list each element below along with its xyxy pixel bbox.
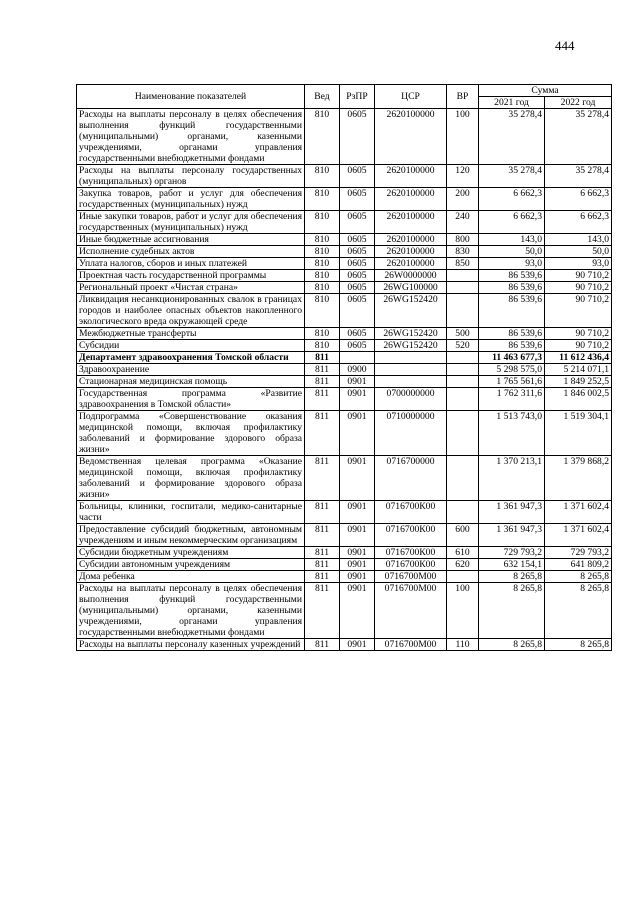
cell-2022: 1 371 602,4 — [545, 501, 612, 524]
cell-2021: 86 539,6 — [479, 328, 545, 340]
table-row — [77, 571, 612, 583]
cell-ved: 810 — [305, 282, 340, 294]
cell-rzpr: 0605 — [340, 340, 375, 352]
cell-name: Дома ребенка — [77, 571, 305, 583]
cell-rzpr: 0605 — [340, 188, 375, 211]
cell-2021: 1 361 947,3 — [479, 524, 545, 547]
table-row — [77, 188, 612, 211]
cell-csr: 26WG152420 — [375, 328, 447, 340]
header-ved: Вед — [305, 85, 340, 109]
cell-name: Департамент здравоохранения Томской области — [77, 352, 305, 364]
table-row — [77, 234, 612, 246]
cell-2021: 35 278,4 — [479, 165, 545, 188]
cell-2021: 143,0 — [479, 234, 545, 246]
header-name: Наименование показателей — [77, 85, 305, 109]
cell-csr: 2620100000 — [375, 211, 447, 234]
cell-vr — [447, 270, 479, 282]
cell-ved: 811 — [305, 547, 340, 559]
cell-vr: 620 — [447, 559, 479, 571]
cell-vr: 100 — [447, 109, 479, 165]
cell-name: Расходы на выплаты персоналу в целях обеспечения выполнения функций государственными (муниципальными) органами, казенными учреждениями, органами управления государственными внебюджетными фондами — [77, 583, 305, 639]
cell-2022: 35 278,4 — [545, 165, 612, 188]
cell-vr — [447, 411, 479, 456]
cell-vr: 610 — [447, 547, 479, 559]
cell-2022: 6 662,3 — [545, 188, 612, 211]
cell-2022: 641 809,2 — [545, 559, 612, 571]
cell-name: Исполнение судебных актов — [77, 246, 305, 258]
table-row — [77, 211, 612, 234]
cell-name: Иные бюджетные ассигнования — [77, 234, 305, 246]
header-2021: 2021 год — [479, 97, 545, 109]
cell-name: Субсидии бюджетным учреждениям — [77, 547, 305, 559]
cell-vr: 120 — [447, 165, 479, 188]
table-row — [77, 559, 612, 571]
cell-ved: 811 — [305, 364, 340, 376]
cell-2022: 8 265,8 — [545, 571, 612, 583]
table-row — [77, 411, 612, 456]
cell-2021: 11 463 677,3 — [479, 352, 545, 364]
cell-2022: 90 710,2 — [545, 282, 612, 294]
table-row — [77, 352, 612, 364]
cell-2021: 729 793,2 — [479, 547, 545, 559]
table-row — [77, 109, 612, 165]
cell-ved: 811 — [305, 524, 340, 547]
cell-2021: 5 298 575,0 — [479, 364, 545, 376]
cell-2021: 8 265,8 — [479, 639, 545, 651]
cell-csr: 0710000000 — [375, 411, 447, 456]
cell-name: Государственная программа «Развитие здравоохранения в Томской области» — [77, 388, 305, 411]
cell-ved: 811 — [305, 411, 340, 456]
cell-vr: 850 — [447, 258, 479, 270]
cell-2021: 93,0 — [479, 258, 545, 270]
table-body — [77, 109, 612, 651]
cell-name: Субсидии — [77, 340, 305, 352]
cell-rzpr: 0901 — [340, 547, 375, 559]
cell-rzpr: 0901 — [340, 376, 375, 388]
table-row — [77, 639, 612, 651]
cell-name: Расходы на выплаты персоналу казенных учреждений — [77, 639, 305, 651]
cell-csr: 2620100000 — [375, 246, 447, 258]
cell-rzpr: 0901 — [340, 524, 375, 547]
cell-2021: 1 513 743,0 — [479, 411, 545, 456]
cell-csr: 0700000000 — [375, 388, 447, 411]
table-row — [77, 246, 612, 258]
cell-ved: 810 — [305, 246, 340, 258]
cell-name: Здравоохранение — [77, 364, 305, 376]
cell-2021: 50,0 — [479, 246, 545, 258]
cell-2021: 8 265,8 — [479, 583, 545, 639]
cell-csr: 26WG152420 — [375, 294, 447, 328]
cell-csr: 0716700К00 — [375, 559, 447, 571]
cell-rzpr: 0605 — [340, 211, 375, 234]
cell-2022: 90 710,2 — [545, 294, 612, 328]
cell-2021: 86 539,6 — [479, 294, 545, 328]
cell-name: Ликвидация несанкционированных свалок в границах городов и наиболее опасных объектов накопленного экологического вреда окружающей среде — [77, 294, 305, 328]
cell-name: Межбюджетные трансферты — [77, 328, 305, 340]
header-sum: Сумма — [479, 85, 612, 97]
cell-csr: 0716700М00 — [375, 639, 447, 651]
cell-rzpr: 0605 — [340, 294, 375, 328]
table-row — [77, 501, 612, 524]
cell-rzpr: 0901 — [340, 559, 375, 571]
cell-csr: 26WG100000 — [375, 282, 447, 294]
table-row — [77, 376, 612, 388]
cell-vr: 110 — [447, 639, 479, 651]
cell-ved: 810 — [305, 294, 340, 328]
cell-vr: 830 — [447, 246, 479, 258]
cell-ved: 811 — [305, 571, 340, 583]
cell-vr — [447, 388, 479, 411]
cell-2022: 90 710,2 — [545, 328, 612, 340]
cell-csr: 2620100000 — [375, 109, 447, 165]
cell-2021: 1 765 561,6 — [479, 376, 545, 388]
cell-2021: 86 539,6 — [479, 340, 545, 352]
cell-vr — [447, 294, 479, 328]
page-number: 444 — [555, 38, 575, 53]
cell-name: Региональный проект «Чистая страна» — [77, 282, 305, 294]
cell-2022: 90 710,2 — [545, 270, 612, 282]
cell-2022: 1 849 252,5 — [545, 376, 612, 388]
cell-ved: 810 — [305, 258, 340, 270]
cell-rzpr: 0605 — [340, 165, 375, 188]
cell-ved: 810 — [305, 188, 340, 211]
cell-ved: 811 — [305, 501, 340, 524]
budget-table — [76, 84, 612, 651]
cell-2022: 8 265,8 — [545, 583, 612, 639]
cell-vr — [447, 282, 479, 294]
table-row — [77, 270, 612, 282]
cell-name: Уплата налогов, сборов и иных платежей — [77, 258, 305, 270]
table-row — [77, 294, 612, 328]
cell-name: Иные закупки товаров, работ и услуг для обеспечения государственных (муниципальных) нужд — [77, 211, 305, 234]
cell-2021: 6 662,3 — [479, 188, 545, 211]
cell-2021: 6 662,3 — [479, 211, 545, 234]
cell-csr: 2620100000 — [375, 188, 447, 211]
cell-vr: 800 — [447, 234, 479, 246]
cell-rzpr — [340, 352, 375, 364]
cell-ved: 810 — [305, 109, 340, 165]
cell-name: Закупка товаров, работ и услуг для обеспечения государственных (муниципальных) нужд — [77, 188, 305, 211]
cell-name: Предоставление субсидий бюджетным, автономным учреждениям и иным некоммерческим организациям — [77, 524, 305, 547]
cell-csr: 2620100000 — [375, 258, 447, 270]
cell-rzpr: 0901 — [340, 571, 375, 583]
cell-rzpr: 0900 — [340, 364, 375, 376]
cell-ved: 810 — [305, 234, 340, 246]
cell-ved: 810 — [305, 328, 340, 340]
cell-2022: 11 612 436,4 — [545, 352, 612, 364]
cell-rzpr: 0901 — [340, 388, 375, 411]
cell-2022: 50,0 — [545, 246, 612, 258]
cell-rzpr: 0605 — [340, 246, 375, 258]
cell-ved: 811 — [305, 388, 340, 411]
cell-2022: 729 793,2 — [545, 547, 612, 559]
cell-vr — [447, 456, 479, 501]
cell-ved: 810 — [305, 270, 340, 282]
cell-vr: 240 — [447, 211, 479, 234]
cell-csr: 26W0000000 — [375, 270, 447, 282]
cell-csr: 2620100000 — [375, 234, 447, 246]
cell-ved: 811 — [305, 559, 340, 571]
cell-csr: 0716700М00 — [375, 583, 447, 639]
cell-name: Расходы на выплаты персоналу государственных (муниципальных) органов — [77, 165, 305, 188]
cell-rzpr: 0605 — [340, 234, 375, 246]
cell-rzpr: 0605 — [340, 282, 375, 294]
cell-ved: 811 — [305, 583, 340, 639]
cell-rzpr: 0605 — [340, 270, 375, 282]
cell-rzpr: 0901 — [340, 411, 375, 456]
table-row — [77, 364, 612, 376]
cell-2022: 6 662,3 — [545, 211, 612, 234]
cell-csr: 0716700000 — [375, 456, 447, 501]
cell-rzpr: 0605 — [340, 109, 375, 165]
table-row — [77, 547, 612, 559]
cell-vr: 100 — [447, 583, 479, 639]
cell-2022: 1 379 868,2 — [545, 456, 612, 501]
cell-vr — [447, 364, 479, 376]
cell-ved: 811 — [305, 456, 340, 501]
table-row — [77, 456, 612, 501]
cell-vr — [447, 501, 479, 524]
cell-vr — [447, 352, 479, 364]
cell-2022: 35 278,4 — [545, 109, 612, 165]
cell-vr — [447, 376, 479, 388]
cell-2021: 8 265,8 — [479, 571, 545, 583]
cell-rzpr: 0901 — [340, 583, 375, 639]
table-row — [77, 524, 612, 547]
cell-2021: 35 278,4 — [479, 109, 545, 165]
header-vr: ВР — [447, 85, 479, 109]
cell-csr: 0716700К00 — [375, 524, 447, 547]
table-row — [77, 165, 612, 188]
table-row — [77, 340, 612, 352]
cell-name: Проектная часть государственной программы — [77, 270, 305, 282]
cell-csr — [375, 376, 447, 388]
cell-2021: 1 762 311,6 — [479, 388, 545, 411]
cell-2022: 1 371 602,4 — [545, 524, 612, 547]
cell-csr: 0716700М00 — [375, 571, 447, 583]
cell-2022: 1 519 304,1 — [545, 411, 612, 456]
table-row — [77, 388, 612, 411]
cell-csr — [375, 352, 447, 364]
cell-2021: 632 154,1 — [479, 559, 545, 571]
cell-2021: 1 370 213,1 — [479, 456, 545, 501]
cell-ved: 811 — [305, 639, 340, 651]
table-row — [77, 258, 612, 270]
cell-csr: 0716700К00 — [375, 547, 447, 559]
cell-csr: 2620100000 — [375, 165, 447, 188]
cell-2021: 86 539,6 — [479, 282, 545, 294]
cell-2022: 143,0 — [545, 234, 612, 246]
cell-2022: 90 710,2 — [545, 340, 612, 352]
cell-csr — [375, 364, 447, 376]
cell-rzpr: 0901 — [340, 501, 375, 524]
cell-vr — [447, 571, 479, 583]
cell-2021: 1 361 947,3 — [479, 501, 545, 524]
cell-2022: 93,0 — [545, 258, 612, 270]
cell-ved: 810 — [305, 340, 340, 352]
cell-name: Больницы, клиники, госпитали, медико-санитарные части — [77, 501, 305, 524]
cell-vr: 520 — [447, 340, 479, 352]
cell-rzpr: 0605 — [340, 258, 375, 270]
cell-2022: 8 265,8 — [545, 639, 612, 651]
table-row — [77, 328, 612, 340]
header-csr: ЦСР — [375, 85, 447, 109]
cell-csr: 0716700К00 — [375, 501, 447, 524]
cell-vr: 500 — [447, 328, 479, 340]
cell-ved: 811 — [305, 352, 340, 364]
cell-rzpr: 0901 — [340, 639, 375, 651]
table-row — [77, 282, 612, 294]
cell-name: Стационарная медицинская помощь — [77, 376, 305, 388]
header-rzpr: РзПР — [340, 85, 375, 109]
cell-2021: 86 539,6 — [479, 270, 545, 282]
cell-rzpr: 0901 — [340, 456, 375, 501]
cell-ved: 811 — [305, 376, 340, 388]
cell-2022: 1 846 002,5 — [545, 388, 612, 411]
cell-name: Подпрограмма «Совершенствование оказания медицинской помощи, включая профилактику заболеваний и формирование здорового образа жизни» — [77, 411, 305, 456]
header-2022: 2022 год — [545, 97, 612, 109]
cell-name: Расходы на выплаты персоналу в целях обеспечения выполнения функций государственными (муниципальными) органами, казенными учреждениями, органами управления государственными внебюджетными фондами — [77, 109, 305, 165]
table-row — [77, 583, 612, 639]
cell-ved: 810 — [305, 211, 340, 234]
cell-2022: 5 214 071,1 — [545, 364, 612, 376]
cell-ved: 810 — [305, 165, 340, 188]
cell-name: Субсидии автономным учреждениям — [77, 559, 305, 571]
cell-csr: 26WG152420 — [375, 340, 447, 352]
cell-name: Ведомственная целевая программа «Оказание медицинской помощи, включая профилактику заболеваний и формирование здорового образа жизни» — [77, 456, 305, 501]
cell-rzpr: 0605 — [340, 328, 375, 340]
cell-vr: 200 — [447, 188, 479, 211]
cell-vr: 600 — [447, 524, 479, 547]
